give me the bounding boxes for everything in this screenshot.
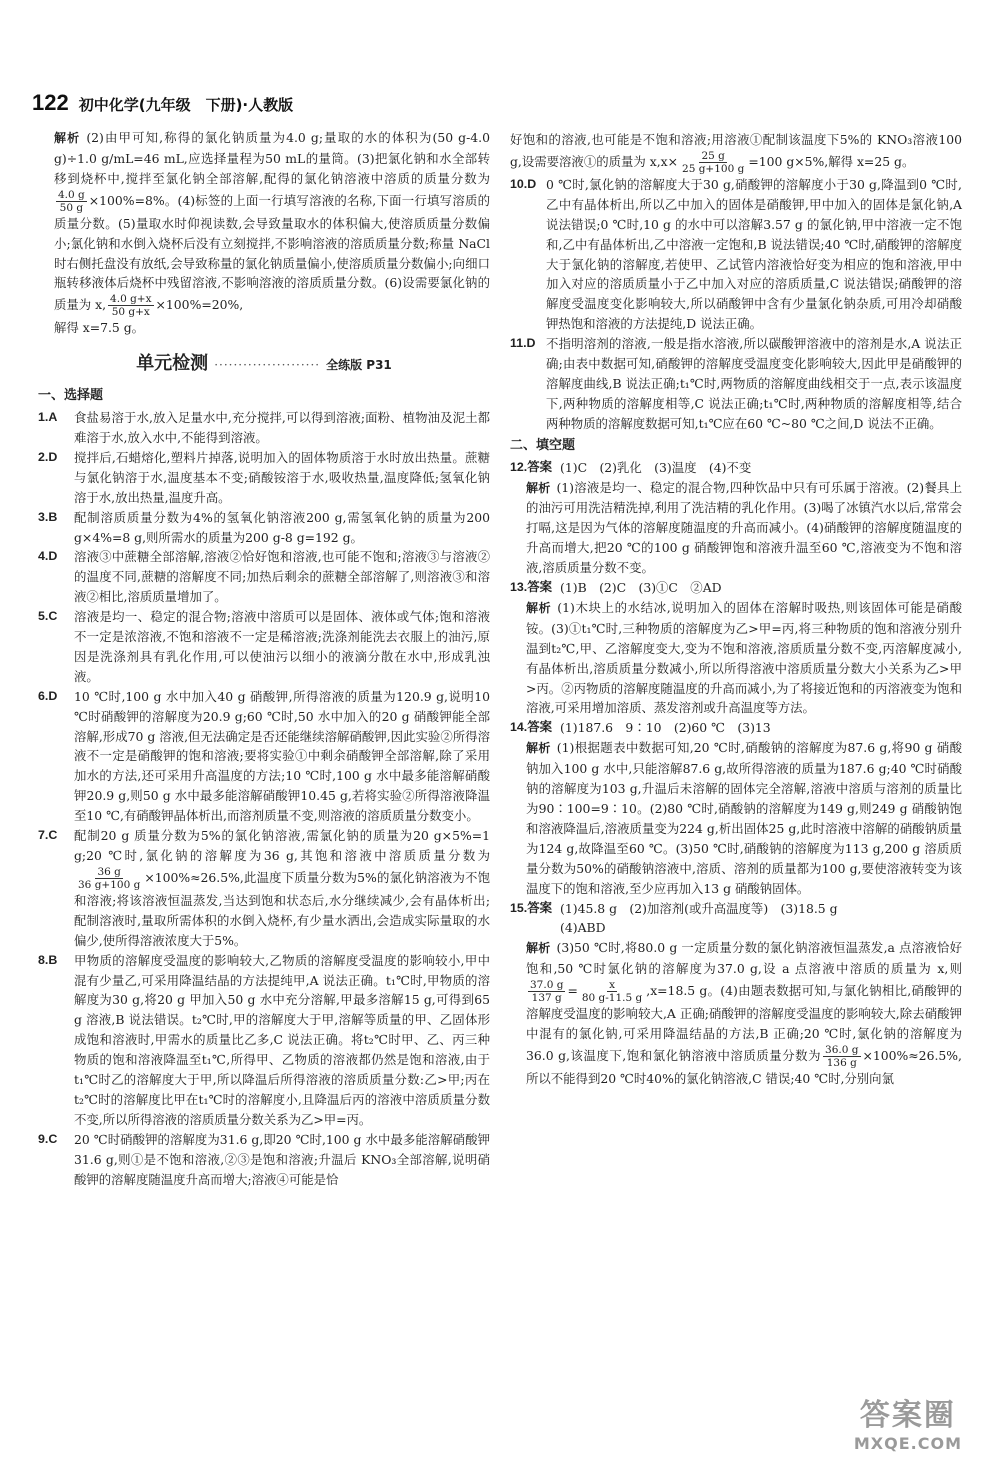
fill-heading: 二、填空题 (510, 437, 576, 453)
fraction: $\frac{x}{80 g-11.5 g}$ (581, 979, 643, 1005)
question-item: 4.D 溶液③中蔗糖全部溶解,溶液②恰好饱和溶液,也可能不饱和;溶液③与溶液②的温度不同,蔗糖的溶解度不同;加热后剩余的蔗糖全部溶解了,则溶液③和溶液②相比,溶质质量增加了。 (38, 549, 490, 605)
book-title: 初中化学(九年级 下册)·人教版 (78, 96, 294, 114)
analysis: 解析 (1)溶液是均一、稳定的混合物,四种饮品中只有可乐属于溶液。(2)餐具上的油污可用洗洁精洗掉,利用了洗洁精的乳化作用。(3)喝了冰镇汽水以后,常常会打嗝,这是因为气体的溶解度随温度的升高而减小。(4)硝酸钾的溶解度随温度的升高而增大,把20 ℃的100 g 硝酸钾饱和溶液升温至60 ℃,溶液变为不饱和溶液,溶质质量分数不变。 (526, 479, 962, 576)
question-item: 2.D 搅拌后,石蜡熔化,塑料片掉落,说明加入的固体物质溶于水时放出热量。蔗糖与氯化钠溶于水,温度基本不变;硝酸铵溶于水,吸收热量,温度降低;氢氧化钠溶于水,放出热量,温度升高。 (38, 449, 490, 505)
page-header (32, 90, 293, 116)
question-item: 6.D 10 ℃时,100 g 水中加入40 g 硝酸钾,所得溶液的质量为120.9 g,说明10 ℃时硝酸钾的溶解度为20.9 g;60 ℃时,50 水中加入的20 g 硝酸钾能全部溶解,形成70 g 溶液,但无法确定是否还能继续溶解硝酸钾,因此实验②所得溶液不一定是硝酸钾的饱和溶液;要将实验①中剩余硝酸钾全部溶解,除了采用加水的方法,还可采用升高温度的方法;10 ℃时,100 g 水中最多能溶解硝酸钾20.9 g,则50 g 水中最多能溶解硝酸钾10.45 g,若将实验②所得溶液降温至10 ℃,有硝酸钾晶体析出,而溶剂质量不变,则溶液的溶质质量分数变小。 (38, 688, 490, 824)
question-continuation: 好饱和的溶液,也可能是不饱和溶液;用溶液①配制该温度下5%的 KNO₃溶液100 g,设需要溶液①的质量为 x,x× $\frac{25 g}{25 g+100 g}$ =100 g×5%,解得 x=25 g。 (510, 132, 962, 175)
question-item: 10.D 0 ℃时,氯化钠的溶解度大于30 g,硝酸钾的溶解度小于30 g,降温到0 ℃时,乙中有晶体析出,所以乙中加入的固体是硝酸钾,甲中加入的固体是氯化钠,A 说法错误;0 ℃时,10 g 的水中可以溶解3.57 g 的氯化钠,甲中溶液一定不饱和,乙中有晶体析出,乙中溶液一定饱和,B 说法错误;40 ℃时,硝酸钾的溶解度大于氯化钠的溶解度,若使甲、乙试管内溶液恰好变为相应的饱和溶液,甲中加入对应的溶质质量小于乙中加入对应的溶质质量,C 说法错误;硝酸钾的溶解度受温度变化影响较大,所以硝酸钾中含有少量氯化钠杂质,可用冷却硝酸钾热饱和溶液的方法提纯,D 说法正确。 (510, 176, 962, 332)
fraction: $\frac{25 g}{25 g+100 g}$ (682, 149, 745, 175)
analysis: 解析 (1)根据题表中数据可知,20 ℃时,硝酸钠的溶解度为87.6 g,将90 g 硝酸钠加入100 g 水中,只能溶解87.6 g,故所得溶液的质量为187.6 g;40 ℃时硝酸钠的溶解度为103 g,升温后未溶解的固体完全溶解,溶液中溶质与溶剂的质量比为90∶100=9∶10。(2)80 ℃时,硝酸钠的溶解度为149 g,则249 g 硝酸钠饱和溶液降温后,溶液质量变为224 g,析出固体25 g,此时溶液中溶解的硝酸钠质量为124 g,故降温至60 ℃。(3)50 ℃时,硝酸钠的溶解度为113 g,200 g 溶质质量分数为50%的硝酸钠溶液中,溶质、溶剂的质量都为100 g,要使溶液转变为该温度下的饱和溶液,至少应再加入13 g 硝酸钠固体。 (526, 740, 962, 896)
page-number: 122 (32, 90, 69, 115)
analysis: 解析 (3)50 ℃时,将80.0 g 一定质量分数的氯化钠溶液恒温蒸发,a 点溶液恰好饱和,50 ℃时氯化钠的溶解度为37.0 g,设 a 点溶液中溶质的质量为 x,则 $\frac{37.0 g}{137 g}$ = $\frac{x}{80 g-11.5 g}$ ,x=18.5 g。(4)由题表数据可知,与氯化钠相比,硝酸钾的溶解度受温度的影响较大,A 正确;硝酸钾的溶解度受温度的影响较大,除去硝酸钾中混有的氯化钠,可采用降温结晶的方法,B 正确;20 ℃时,氯化钠的溶解度为36.0 g,该温度下,饱和氯化钠溶液中溶质质量分数为 $\frac{36.0 g}{136 g}$ ×100%≈26.5%,所以不能得到20 ℃时40%的氯化钠溶液,C 错误;40 ℃时,分别向氯 (526, 940, 962, 1086)
question-item: 3.B 配制溶质质量分数为4%的氢氧化钠溶液200 g,需氢氧化钠的质量为200 g×4%=8 g,则所需水的质量为200 g-8 g=192 g。 (38, 509, 490, 545)
question-item: 1.A 食盐易溶于水,放入足量水中,充分搅拌,可以得到溶液;面粉、植物油及泥土都难溶于水,放入水中,不能得到溶液。 (38, 410, 490, 445)
question-item: 15.答案 (1)45.8 g (2)加溶剂(或升高温度等) (3)18.5 g (4)ABD (510, 900, 838, 936)
question-item: 13.答案 (1)B (2)C (3)①C ②AD (510, 580, 722, 596)
fraction: $\frac{36.0 g}{136 g}$ (825, 1043, 859, 1069)
section-dots: ······················ (214, 358, 321, 373)
watermark-text: 答案圈 (859, 1398, 956, 1433)
watermark-url: MXQE.COM (853, 1434, 962, 1453)
question-item: 9.C 20 ℃时硝酸钾的溶解度为31.6 g,即20 ℃时,100 g 水中最多能溶解硝酸钾31.6 g,则①是不饱和溶液,②③是饱和溶液;升温后 KNO₃全部溶解,说明硝酸钾的溶解度随温度升高而增大;溶液④可能是恰 (38, 1131, 490, 1187)
fraction: $\frac{37.0 g}{137 g}$ (530, 979, 564, 1005)
analysis-intro: 解析 (2)由甲可知,称得的氯化钠质量为4.0 g;量取的水的体积为(50 g-4.0 g)÷1.0 g/mL=46 mL,应选择量程为50 mL的量筒。(3)把氯化钠和水全部转移到烧杯中,搅拌至氯化钠全部溶解,配得的氯化钠溶液中溶质的质量分数为 $\frac{4.0 g}{50 g}$ ×100%=8%。(4)标签的上面一行填写溶液的名称,下面一行填写溶质的质量分数。(5)量取水时仰视读数,会导致量取水的体积偏大,使溶质质量分数偏小;氯化钠和水倒入烧杯后没有立刻搅拌,不影响溶液的溶质质量分数;称量 NaCl 时右侧托盘没有放纸,会导致称量的氯化钠质量偏小,使溶质质量分数偏小;向细口瓶转移液体后烧杯中残留溶液,不影响溶液的溶质质量分数。(6)设需要氯化钠的质量为 x, $\frac{4.0 g+x}{50 g+x}$ ×100%=20%, (54, 130, 490, 319)
watermark-logo (854, 1390, 962, 1453)
section-heading (38, 354, 490, 376)
question-item: 7.C 配制20 g 质量分数为5%的氯化钠溶液,需氯化钠的质量为20 g×5%=1 g;20 ℃时,氯化钠的溶解度为36 g,其饱和溶液中溶质质量分数为 $\frac{36 g}{36 g+100 g}$ ×100%≈26.5%,此温度下质量分数为5%的氯化钠溶液为不饱和溶液;将该溶液恒温蒸发,当达到饱和状态后,水分继续减少,会有晶体析出;配制溶液时,量取所需体积的水倒入烧杯,有少量水洒出,会造成实际量取的水偏少,使所得溶液浓度大于5%。 (38, 828, 490, 948)
fraction: $\frac{4.0 g}{50 g}$ (58, 188, 85, 214)
choice-heading: 一、选择题 (38, 388, 104, 404)
analysis-result: 解得 x=7.5 g。 (54, 320, 145, 336)
question-item: 11.D 不指明溶剂的溶液,一般是指水溶液,所以碳酸钾溶液中的溶剂是水,A 说法正确;由表中数据可知,硝酸钾的溶解度受温度变化影响较大,因此甲是硝酸钾的溶解度曲线,B 说法正确;t₁℃时,两物质的溶解度曲线相交于一点,表示该温度下,两种物质的溶解度相等,C 说法正确;t₁℃时,两种物质的溶解度相等,结合两种物质的溶解度数据可知,t₁℃应在60 ℃~80 ℃之间,D 说法不正确。 (510, 336, 962, 431)
section-title: 单元检测 (136, 353, 209, 375)
analysis-label: 解析 (54, 131, 81, 145)
left-column (38, 128, 490, 1190)
fraction: $\frac{4.0 g+x}{50 g+x}$ (110, 293, 152, 319)
question-item: 5.C 溶液是均一、稳定的混合物;溶液中溶质可以是固体、液体或气体;饱和溶液不一定是浓溶液,不饱和溶液不一定是稀溶液;洗涤剂能洗去衣服上的油污,原因是洗涤剂具有乳化作用,可以使油污以细小的液滴分散在水中,形成乳浊液。 (38, 609, 490, 684)
question-item: 14.答案 (1)187.6 9∶10 (2)60 ℃ (3)13 (510, 720, 771, 736)
fraction: $\frac{36 g}{36 g+100 g}$ (78, 865, 141, 891)
question-item: 8.B 甲物质的溶解度受温度的影响较大,乙物质的溶解度受温度的影响较小,甲中混有少量乙,可采用降温结晶的方法提纯甲,A 说法正确。t₁℃时,甲物质的溶解度为30 g,将20 g 甲加入50 g 水中充分溶解,甲最多溶解15 g,可得到65 g 溶液,B 说法错误。t₂℃时,甲的溶解度大于甲,溶解等质量的甲、乙固体形成饱和溶液时,甲需水的质量比乙多,C 说法正确。将t₂℃时甲、乙、丙三种物质的饱和溶液降温至t₁℃,所得甲、乙物质的溶液都仍然是饱和溶液,由于t₁℃时乙的溶解度大于甲,所以降温后所得溶液的溶质质量分数:乙>甲;丙在t₂℃时的溶解度比甲在t₁℃时的溶解度小,且降温后丙的溶液中溶质质量分数不变,所以所得溶液的溶质质量分数关系为乙>甲=丙。 (38, 952, 490, 1127)
analysis: 解析 (1)木块上的水结冰,说明加入的固体在溶解时吸热,则该固体可能是硝酸铵。(3)①t₁℃时,三种物质的溶解度为乙>甲=丙,将三种物质的饱和溶液分别升温到t₂℃,甲、乙溶解度变大,变为不饱和溶液,溶质质量分数不变,丙溶解度减小,有晶体析出,溶质质量分数减小,所以所得溶液中溶质质量分数大小关系为乙>甲>丙。②丙物质的溶解度随温度的升高而减小,为了将接近饱和的丙溶液变为饱和溶液,可采用增加溶质、蒸发溶剂或升高温度等方法。 (526, 599, 962, 716)
right-column (510, 130, 962, 1089)
section-ref: 全练版 P31 (326, 358, 392, 373)
question-item: 12.答案 (1)C (2)乳化 (3)温度 (4)不变 (510, 459, 752, 475)
